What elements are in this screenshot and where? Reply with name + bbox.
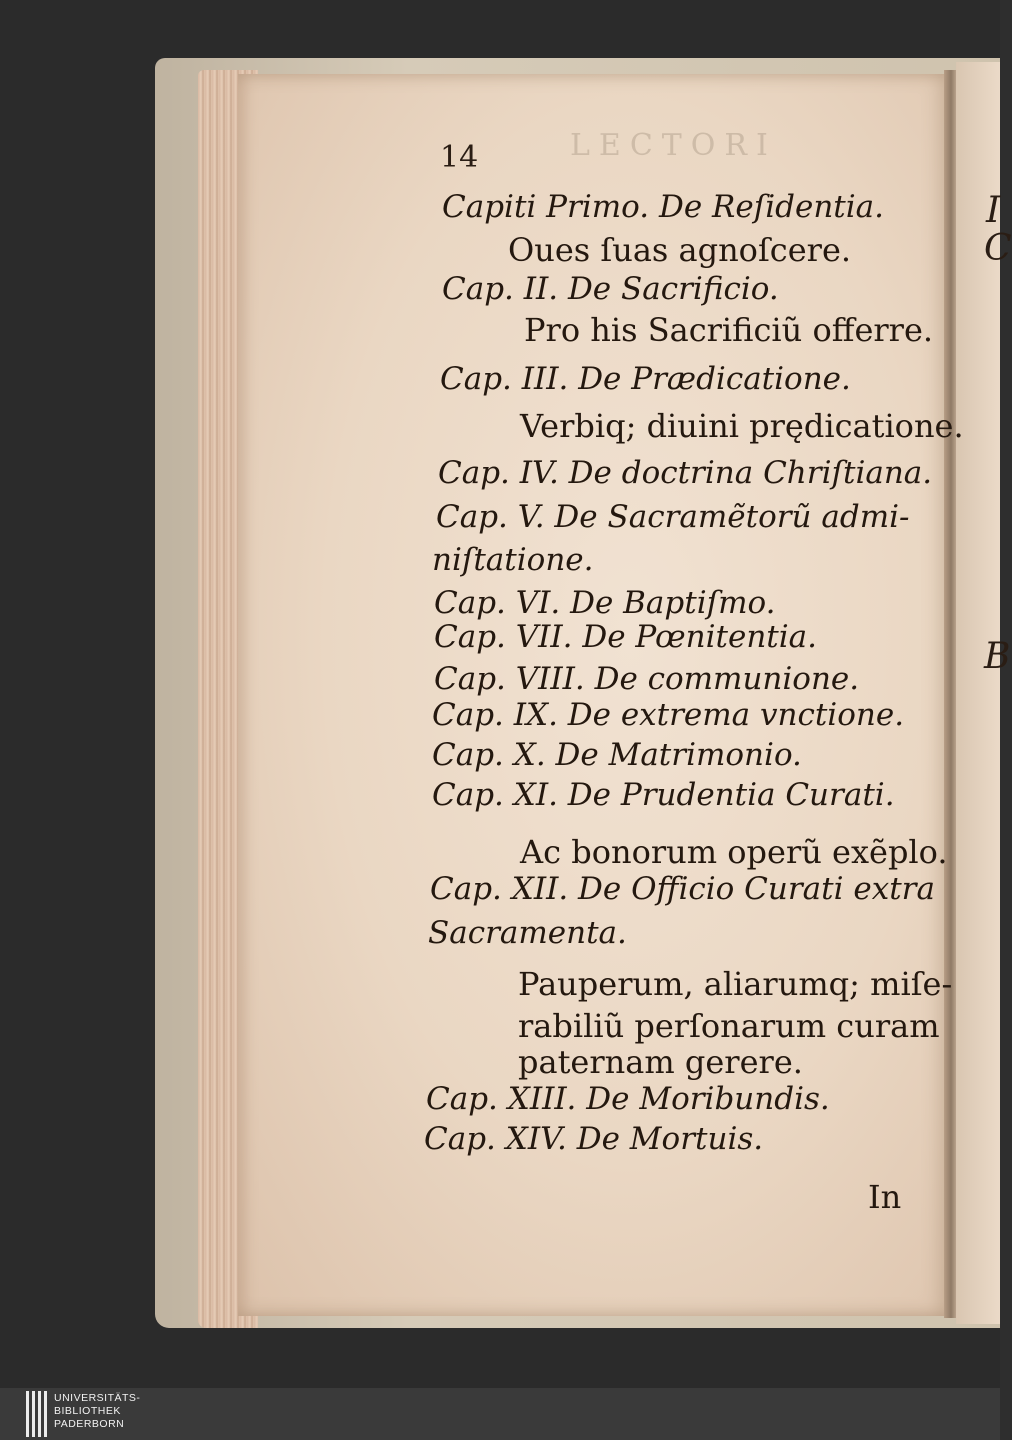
text-line: Cap. XII. De Officio Curati extra <box>430 871 935 907</box>
text-line: Cap. III. De Prædicatione. <box>440 361 851 397</box>
library-name-line: BIBLIOTHEK <box>54 1405 121 1417</box>
text-line: Oues ſuas agnoſcere. <box>508 231 852 269</box>
text-line: Cap. VI. De Baptiſmo. <box>434 585 776 621</box>
library-name-line: PADERBORN <box>54 1418 125 1430</box>
text-line: Ac bonorum operũ exẽplo. <box>520 833 948 871</box>
footer-bar <box>0 1388 1000 1440</box>
running-head: LECTORI <box>570 128 777 163</box>
text-line: niſtatione. <box>432 542 594 578</box>
text-line: Cap. V. De Sacramẽtorũ admi- <box>436 499 910 535</box>
catchword: In <box>868 1178 902 1216</box>
text-line: Pro his Sacrificiũ offerre. <box>524 311 934 349</box>
text-line: Sacramenta. <box>428 915 627 951</box>
text-line: Cap. VII. De Pœnitentia. <box>434 619 818 655</box>
text-line: Cap. XI. De Prudentia Curati. <box>432 777 895 813</box>
text-line: Capiti Primo. De Reſidentia. <box>442 189 884 225</box>
facing-page-char: B <box>984 636 1011 677</box>
text-line: Cap. IX. De extrema vnctione. <box>432 697 905 733</box>
page-number: 14 <box>440 140 479 175</box>
library-logo-text <box>54 1392 140 1431</box>
text-line: Cap. XIII. De Moribundis. <box>426 1081 830 1117</box>
library-name-line: UNIVERSITÄTS- <box>54 1392 141 1404</box>
text-line: Cap. XIV. De Mortuis. <box>424 1121 764 1157</box>
text-line: Cap. VIII. De communione. <box>434 661 860 697</box>
text-line: paternam gerere. <box>518 1043 803 1081</box>
library-logo-icon <box>26 1391 48 1437</box>
text-line: Verbiq; diuini prędicatione. <box>520 407 964 445</box>
text-line: Cap. IV. De doctrina Chriſtiana. <box>438 455 933 491</box>
facing-page-char: C <box>984 228 1012 269</box>
text-line: rabiliũ perſonarum curam <box>518 1007 940 1045</box>
text-line: Cap. II. De Sacrificio. <box>442 271 779 307</box>
text-line: Cap. X. De Matrimonio. <box>432 737 802 773</box>
facing-page-char: I <box>986 190 1001 231</box>
text-line: Pauperum, aliarumq; miſe- <box>518 965 953 1003</box>
